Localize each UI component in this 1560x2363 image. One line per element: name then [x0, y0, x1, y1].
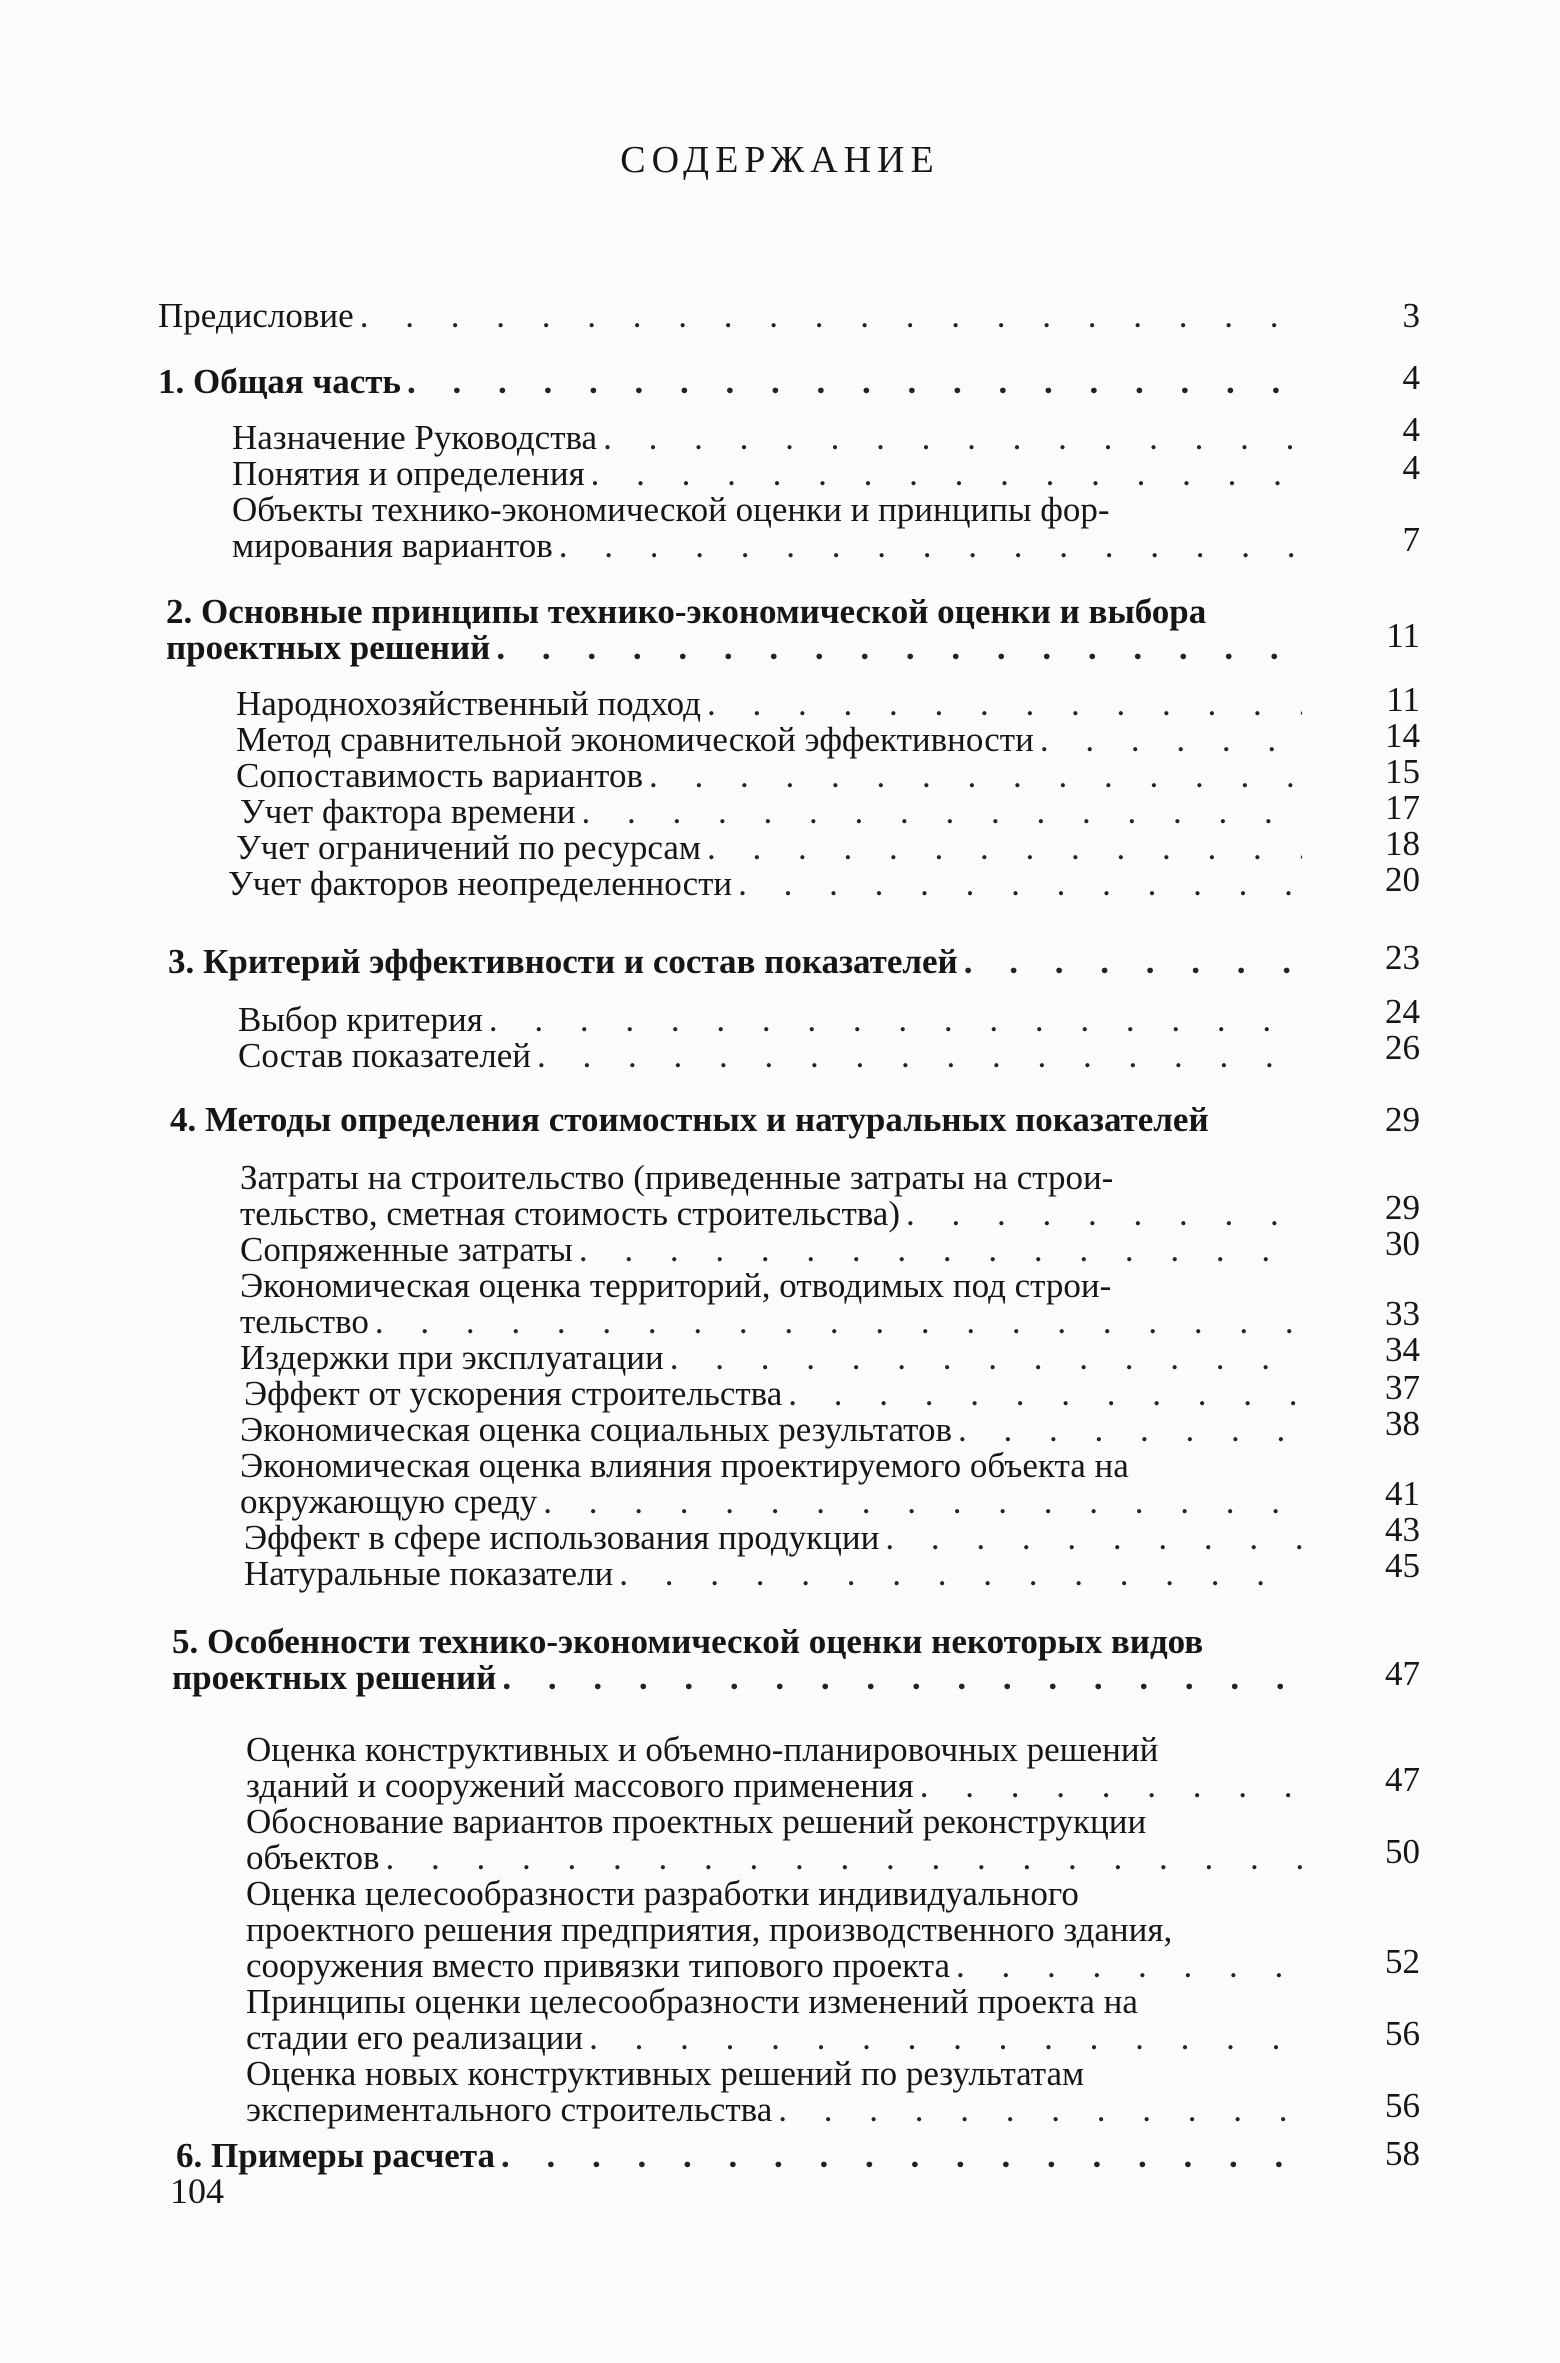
- toc-page-number: 3: [1402, 296, 1420, 335]
- toc-entry-text: Натуральные показатели: [244, 1554, 614, 1593]
- toc-entry-line1: [240, 1160, 1308, 1196]
- toc-entry: [246, 1768, 1308, 1804]
- toc-page-number: 56: [1385, 2014, 1420, 2053]
- toc-entry: [232, 420, 1308, 456]
- dot-leader: [582, 794, 1302, 830]
- toc-entry-text: Состав показателей: [238, 1036, 532, 1075]
- toc-entry-text: мирования вариантов: [232, 526, 553, 565]
- dot-leader: [788, 1376, 1302, 1412]
- toc-entry-text: Эффект от ускорения строительства: [244, 1374, 783, 1413]
- dot-leader: [906, 1196, 1302, 1232]
- toc-entry-line1: Оценка целесообразности разработки индивидуального: [246, 1874, 1079, 1913]
- toc-entry: [244, 1376, 1308, 1412]
- dot-leader: [707, 686, 1302, 722]
- dot-leader: [589, 2020, 1302, 2056]
- toc-page-number: 58: [1385, 2134, 1420, 2173]
- toc-entry: [240, 1304, 1308, 1340]
- toc-entry: [228, 866, 1308, 902]
- toc-page-number: 33: [1385, 1294, 1420, 1333]
- toc-entry-text: Экономическая оценка социальных результатов: [240, 1410, 953, 1449]
- toc-page-number: 4: [1402, 448, 1420, 487]
- toc-page-number: 34: [1385, 1330, 1420, 1369]
- dot-leader: [958, 1412, 1302, 1448]
- toc-page-number: 56: [1385, 2086, 1420, 2125]
- toc-entry: [244, 1556, 1308, 1592]
- toc-page-number: 50: [1385, 1832, 1420, 1871]
- dot-leader: [559, 528, 1302, 564]
- toc-page-number: 29: [1385, 1100, 1420, 1139]
- dot-leader: [502, 1660, 1302, 1696]
- dot-leader: [964, 944, 1302, 980]
- toc-entry-text: сооружения вместо привязки типового проекта: [246, 1946, 950, 1985]
- toc-page-number: 15: [1385, 752, 1420, 791]
- toc-entry-line1: Оценка новых конструктивных решений по результатам: [246, 2054, 1085, 2093]
- dot-leader: [956, 1948, 1302, 1984]
- toc-entry-text: тельство, сметная стоимость строительства): [240, 1194, 900, 1233]
- toc-page-number: 45: [1385, 1546, 1420, 1585]
- toc-entry: [236, 758, 1308, 794]
- toc-page-number: 47: [1385, 1760, 1420, 1799]
- dot-leader: [579, 1232, 1302, 1268]
- toc-page-number: 4: [1402, 358, 1420, 397]
- page-title: СОДЕРЖАНИЕ: [620, 139, 940, 181]
- toc-entry-text: Выбор критерия: [238, 1000, 483, 1039]
- dot-leader: [537, 1038, 1302, 1074]
- toc-entry: [232, 456, 1308, 492]
- toc-section-2: [166, 630, 1308, 666]
- toc-entry: [236, 722, 1308, 758]
- dot-leader: [619, 1556, 1302, 1592]
- toc-entry: [246, 1840, 1308, 1876]
- dot-leader: [385, 1840, 1302, 1876]
- toc-page-number: 47: [1385, 1654, 1420, 1693]
- page-folio: 104: [170, 2171, 224, 2211]
- toc-entry-text: тельство: [240, 1302, 369, 1341]
- toc-entry: [240, 1232, 1308, 1268]
- toc-entry-text: стадии его реализации: [246, 2018, 584, 2057]
- toc-page-number: 23: [1385, 938, 1420, 977]
- toc-entry: [238, 1002, 1308, 1038]
- toc-entry-text: проектных решений: [166, 628, 491, 667]
- toc-entry-line2: проектного решения предприятия, производственного здания,: [246, 1910, 1173, 1949]
- dot-leader: [670, 1340, 1302, 1376]
- toc-entry: [240, 1484, 1308, 1520]
- toc-page-number: 20: [1385, 860, 1420, 899]
- toc-entry: [240, 1196, 1308, 1232]
- toc-entry-line1: Объекты технико-экономической оценки и принципы фор-: [232, 490, 1110, 529]
- toc-entry-text: Учет фактора времени: [240, 792, 576, 831]
- toc-entry: [236, 686, 1308, 722]
- toc-section-1: [158, 364, 1308, 400]
- dot-leader: [920, 1768, 1302, 1804]
- toc-entry: [246, 1948, 1308, 1984]
- dot-leader: [591, 456, 1302, 492]
- toc-page-number: 30: [1385, 1224, 1420, 1263]
- dot-leader: [407, 364, 1302, 400]
- toc-entry-line1: Экономическая оценка влияния проектируемого объекта на: [240, 1446, 1129, 1485]
- toc-entry-text: Учет факторов неопределенности: [228, 864, 733, 903]
- toc-entry: [240, 794, 1308, 830]
- toc-entry: [238, 1038, 1308, 1074]
- toc-entry: [246, 2092, 1308, 2128]
- toc-entry-text: Сопоставимость вариантов: [236, 756, 644, 795]
- toc-entry-line1: Обоснование вариантов проектных решений реконструкции: [246, 1802, 1147, 1841]
- toc-section-2-line1: 2. Основные принципы технико-экономической оценки и выбора: [166, 592, 1207, 631]
- toc-entry-text: объектов: [246, 1838, 380, 1877]
- toc-entry: [232, 528, 1308, 564]
- toc-entry: [246, 2020, 1308, 2056]
- toc-entry-text: экспериментального строительства: [246, 2090, 773, 2129]
- toc-section-3: [168, 944, 1308, 980]
- toc-page-number: 11: [1386, 616, 1420, 655]
- dot-leader: [1040, 722, 1302, 758]
- toc-page-number: 24: [1385, 992, 1420, 1031]
- toc-entry-preface: [158, 298, 1308, 334]
- toc-page-number: 7: [1402, 520, 1420, 559]
- toc-entry-text: Затраты на строительство (приведенные затраты на строи-: [240, 1158, 1114, 1197]
- toc-entry-line1: Принципы оценки целесообразности изменений проекта на: [246, 1982, 1138, 2021]
- toc-entry-line1: Экономическая оценка территорий, отводимых под строи-: [240, 1266, 1112, 1305]
- dot-leader: [885, 1520, 1302, 1556]
- toc-entry-text: Понятия и определения: [232, 454, 585, 493]
- toc-page-number: 4: [1402, 410, 1420, 449]
- toc-entry-text: Учет ограничений по ресурсам: [236, 828, 701, 867]
- dot-leader: [489, 1002, 1302, 1038]
- toc-page-number: 41: [1385, 1474, 1420, 1513]
- toc-page-number: 18: [1385, 824, 1420, 863]
- toc-entry: [236, 830, 1308, 866]
- dot-leader: [543, 1484, 1302, 1520]
- dot-leader: [778, 2092, 1302, 2128]
- toc-entry-text: Эффект в сфере использования продукции: [244, 1518, 880, 1557]
- toc-section-4: 4. Методы определения стоимостных и натуральных показателей: [170, 1100, 1209, 1139]
- dot-leader: [738, 866, 1302, 902]
- toc-page-number: 14: [1385, 716, 1420, 755]
- toc-page-number: 52: [1385, 1942, 1420, 1981]
- toc-section-5-line1: 5. Особенности технико-экономической оценки некоторых видов: [172, 1622, 1204, 1661]
- toc-page-number: 38: [1385, 1404, 1420, 1443]
- dot-leader: [649, 758, 1302, 794]
- toc-entry-text: 6. Примеры расчета: [176, 2136, 495, 2175]
- toc-entry: [244, 1520, 1308, 1556]
- dot-leader: [496, 630, 1302, 666]
- toc-page-number: 29: [1385, 1188, 1420, 1227]
- toc-entry: [240, 1340, 1308, 1376]
- toc-entry: [240, 1412, 1308, 1448]
- toc-entry-text: Метод сравнительной экономической эффективности: [236, 720, 1034, 759]
- toc-entry-text: зданий и сооружений массового применения: [246, 1766, 914, 1805]
- dot-leader: [375, 1304, 1302, 1340]
- dot-leader: [603, 420, 1302, 456]
- toc-page-number: 26: [1385, 1028, 1420, 1067]
- toc-page-number: 11: [1386, 680, 1420, 719]
- toc-entry-text: Издержки при эксплуатации: [240, 1338, 664, 1377]
- toc-section-5: [172, 1660, 1308, 1696]
- toc-entry-text: окружающую среду: [240, 1482, 538, 1521]
- toc-entry-text: Предисловие: [158, 296, 354, 335]
- toc-page-number: 43: [1385, 1510, 1420, 1549]
- toc-entry-text: Народнохозяйственный подход: [236, 684, 701, 723]
- dot-leader: [707, 830, 1302, 866]
- toc-entry-text: 3. Критерий эффективности и состав показателей: [168, 942, 958, 981]
- dot-leader: [360, 298, 1302, 334]
- toc-section-6: [176, 2138, 1308, 2174]
- toc-entry-text: Назначение Руководства: [232, 418, 598, 457]
- toc-page-number: 17: [1385, 788, 1420, 827]
- toc-entry-line1: Оценка конструктивных и объемно-планировочных решений: [246, 1730, 1159, 1769]
- toc-entry-text: Сопряженные затраты: [240, 1230, 573, 1269]
- toc-entry-text: проектных решений: [172, 1658, 497, 1697]
- toc-entry-text: 1. Общая часть: [158, 362, 401, 401]
- dot-leader: [501, 2138, 1302, 2174]
- toc-page-number: 37: [1385, 1368, 1420, 1407]
